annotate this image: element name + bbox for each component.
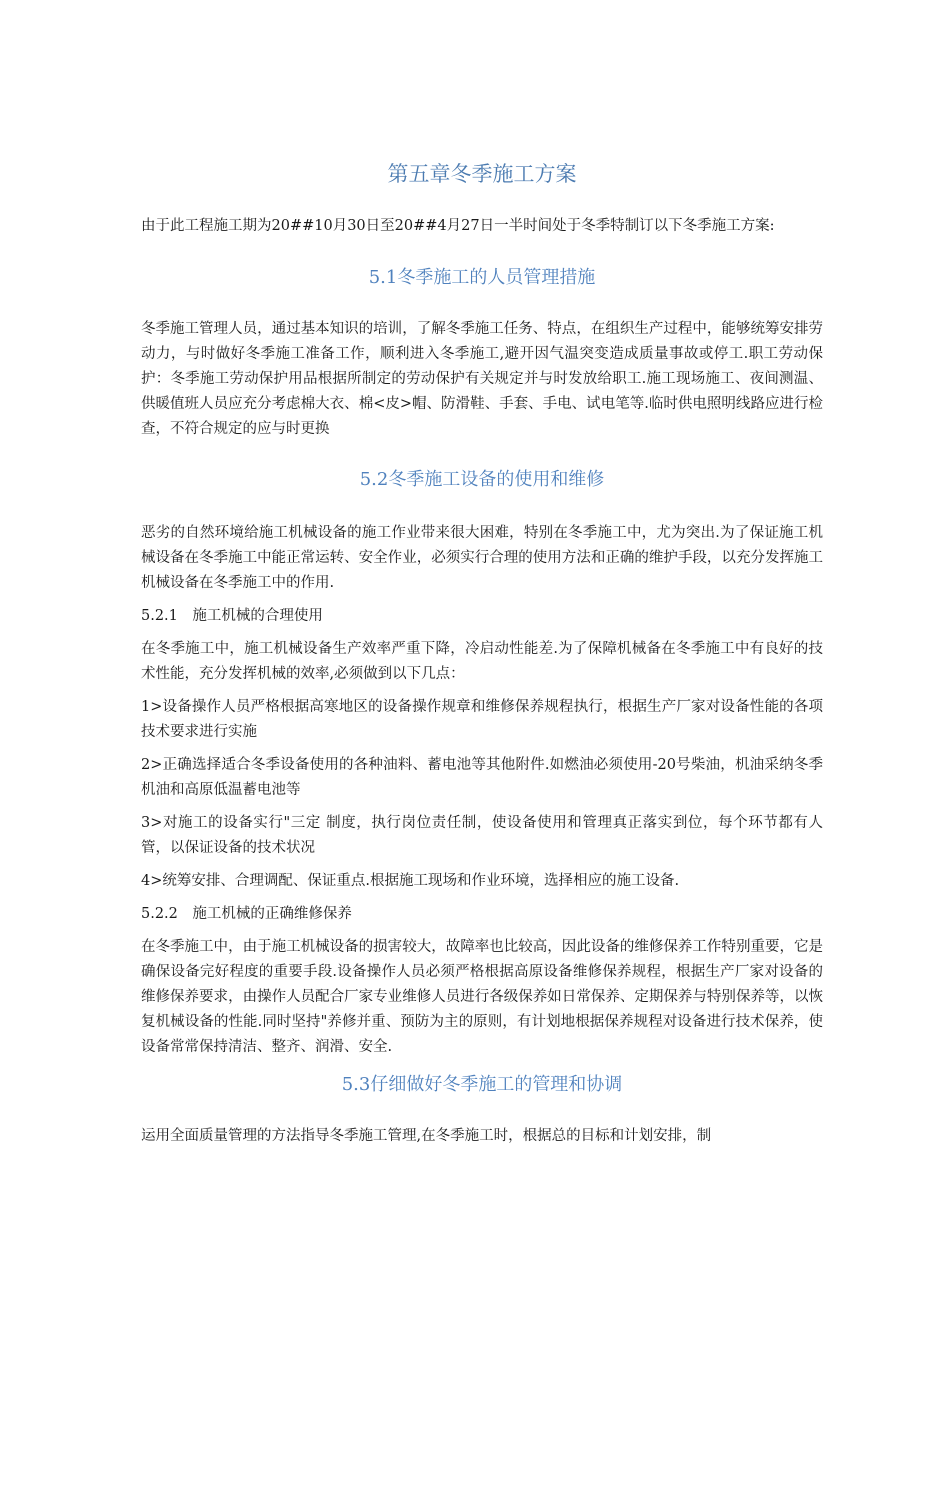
intro-paragraph: 由于此工程施工期为20##10月30日至20##4月27日一半时间处于冬季特制订以下冬季施工方案: — [141, 218, 775, 234]
subsection-5-2-1-title: 5.2.1 施工机械的合理使用 — [141, 608, 323, 624]
section-5-1-heading: 5.1冬季施工的人员管理措施 — [368, 267, 596, 288]
list-item-3: 3>对施工的设备实行"三定 制度，执行岗位责任制，使设备使用和管理真正落实到位，每个环节都有人管，以保证设备的技术状况 — [141, 815, 823, 856]
subsection-5-2-2-title: 5.2.2 施工机械的正确维修保养 — [141, 906, 352, 922]
subsection-5-2-1-body: 在冬季施工中，施工机械设备生产效率严重下降，冷启动性能差.为了保障机械备在冬季施工中有良好的技术性能，充分发挥机械的效率,必须做到以下几点： — [141, 641, 823, 682]
subsection-5-2-2-body: 在冬季施工中，由于施工机械设备的损害较大，故障率也比较高，因此设备的维修保养工作特别重要，它是确保设备完好程度的重要手段.设备操作人员必须严格根据高原设备维修保养规程，根据生产厂家对设备的维修保养要求，由操作人员配合厂家专业维修人员进行各级保养如日常保养、定期保养与特别保养等，以恢复机械设备的性能.同时坚持"养修并重、预防为主的原则，有计划地根据保养规程对设备进行技术保养，使设备常常保持清洁、整齐、润滑、安全. — [141, 939, 823, 1055]
document-page — [0, 160, 950, 1504]
document-title: 第五章冬季施工方案 — [387, 162, 577, 186]
section-5-2-heading: 5.2冬季施工设备的使用和维修 — [359, 469, 605, 490]
list-item-4: 4>统筹安排、合理调配、保证重点.根据施工现场和作业环境，选择相应的施工设备. — [141, 873, 680, 889]
section-5-3-heading: 5.3仔细做好冬季施工的管理和协调 — [341, 1074, 623, 1095]
list-item-2: 2>正确选择适合冬季设备使用的各种油料、蓄电池等其他附件.如燃油必须使用-20号柴油，机油采纳冬季机油和高原低温蓄电池等 — [141, 757, 823, 798]
section-5-3-body: 运用全面质量管理的方法指导冬季施工管理,在冬季施工时，根据总的目标和计划安排，制 — [141, 1128, 712, 1144]
section-5-2-body: 恶劣的自然环境给施工机械设备的施工作业带来很大困难，特别在冬季施工中，尤为突出.为了保证施工机械设备在冬季施工中能正常运转、安全作业，必须实行合理的使用方法和正确的维护手段，以充分发挥施工机械设备在冬季施工中的作用. — [141, 525, 823, 591]
section-5-1-body: 冬季施工管理人员，通过基本知识的培训，了解冬季施工任务、特点，在组织生产过程中，能够统筹安排劳动力，与时做好冬季施工准备工作，顺利进入冬季施工,避开因气温突变造成质量事故或停工.职工劳动保护：冬季施工劳动保护用品根据所制定的劳动保护有关规定并与时发放给职工.施工现场施工、夜间测温、供暖值班人员应充分考虑棉大衣、棉<皮>帽、防滑鞋、手套、手电、试电笔等.临时供电照明线路应进行检查，不符合规定的应与时更换 — [141, 321, 823, 437]
list-item-1: 1>设备操作人员严格根据高寒地区的设备操作规章和维修保养规程执行，根据生产厂家对设备性能的各项技术要求进行实施 — [141, 699, 823, 740]
